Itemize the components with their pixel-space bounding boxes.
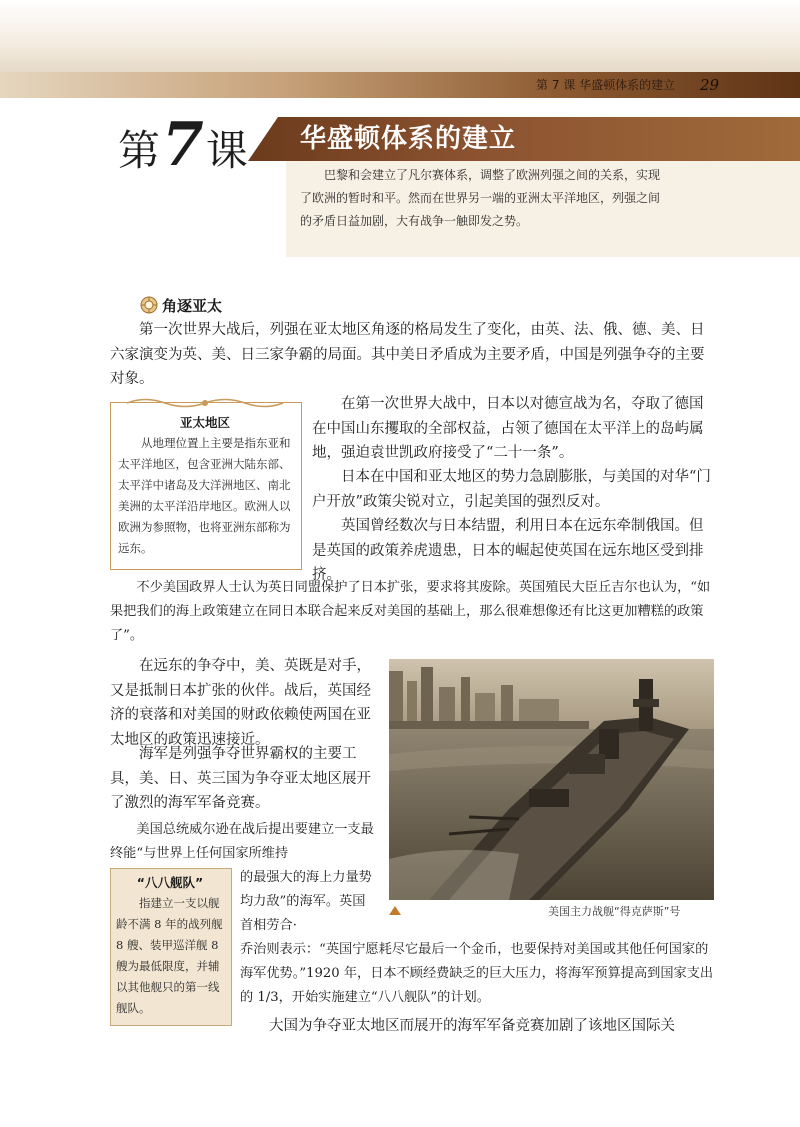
lesson-number: [118, 110, 250, 180]
page-number: 29: [700, 76, 720, 94]
paragraph-8c: [240, 938, 716, 1010]
lesson-title: 华盛顿体系的建立: [300, 124, 517, 154]
paragraph-8b: [240, 866, 376, 938]
note-box-title: “八八舰队”: [136, 875, 204, 890]
running-title: 第 7 课 华盛顿体系的建立: [536, 78, 676, 92]
paragraph-text: 不少美国政界人士认为英日同盟保护了日本扩张，要求将其废除。英国殖民大臣丘吉尔也认为，“如果把我们的海上政策建立在同日本联合起来反对美国的基础上，那么很难想像还有比这更加糟糕的政策了”。: [110, 580, 711, 643]
intro-text: 巴黎和会建立了凡尔赛体系，调整了欧洲列强之间的关系，实现了欧洲的暂时和平。然而在世界另一端的亚洲太平洋地区，列强之间的矛盾日益加剧，大有战争一触即发之势。: [300, 168, 661, 228]
header-bar: [0, 72, 800, 98]
paragraph-9: [240, 1014, 716, 1039]
paragraph-8a: [110, 818, 376, 866]
paragraph-3: [312, 465, 716, 514]
paragraph-text: 海军是列强争夺世界霸权的主要工具，美、日、英三国为争夺亚太地区展开了激烈的海军军备竞赛。: [110, 746, 371, 811]
caption-triangle-icon: [389, 906, 401, 915]
paragraph-text: 英国曾经数次与日本结盟，利用日本在远东牵制俄国。但是英国的政策养虎遗患，日本的崛起使英国在远东地区受到排挤。: [312, 518, 704, 583]
paragraph-text: 大国为争夺亚太地区而展开的海军军备竞赛加剧了该地区国际关: [269, 1018, 675, 1034]
photo-caption: 美国主力战舰“得克萨斯”号: [548, 905, 681, 918]
sidebar-title: 亚太地区: [179, 415, 230, 430]
paragraph-text: 乔治则表示：“英国宁愿耗尽它最后一个金币，也要保持对美国或其他任何国家的海军优势。”1920 年，日本不顾经费缺乏的巨大压力，将海军预算提高到国家支出的 1/3，开始实施建立“八八舰队”的计划。: [240, 942, 714, 1005]
note-box-text: 指建立一支以舰龄不满 8 年的战列舰 8 艘、装甲巡洋舰 8 艘为最低限度，并辅以其他舰只的第一线舰队。: [116, 896, 223, 1015]
paragraph-2: [312, 392, 716, 466]
section-heading: 角逐亚太: [162, 297, 223, 315]
ornament-badge-icon: [140, 296, 158, 314]
paragraph-7: [110, 742, 376, 816]
scroll-ornament-icon: [125, 396, 285, 410]
battleship-photo: [389, 659, 714, 900]
lesson-number-digit: 7: [162, 110, 206, 180]
paragraph-1: [110, 318, 716, 392]
paragraph-text: 美国总统威尔逊在战后提出要建立一支最终能“与世界上任何国家所维持: [110, 822, 374, 861]
paragraph-5: [110, 576, 716, 648]
paragraph-text: 第一次世界大战后，列强在亚太地区角逐的格局发生了变化，由英、法、俄、德、美、日六家演变为英、美、日三家争霸的局面。其中美日矛盾成为主要矛盾，中国是列强争夺的主要对象。: [110, 322, 705, 387]
paragraph-text: 日本在中国和亚太地区的势力急剧膨胀，与美国的对华“门户开放”政策尖锐对立，引起美国的强烈反对。: [312, 469, 711, 510]
lesson-number-prefix: 第: [118, 126, 163, 175]
paragraph-text: 在远东的争夺中，美、英既是对手，又是抵制日本扩张的伙伴。战后，英国经济的衰落和对美国的财政依赖使两国在亚太地区的政策迅速接近。: [110, 658, 371, 748]
paragraph-text: 在第一次世界大战中，日本以对德宣战为名，夺取了德国在中国山东攫取的全部权益，占领了德国在太平洋上的岛屿属地，强迫袁世凯政府接受了“二十一条”。: [312, 396, 704, 461]
sidebar-text: 从地理位置上主要是指东亚和太平洋地区，包含亚洲大陆东部、太平洋中诸岛及大洋洲地区、南北美洲的太平洋沿岸地区。欧洲人以欧洲为参照物，也将亚洲东部称为远东。: [118, 436, 291, 555]
battleship-image: [389, 659, 714, 900]
paragraph-6: [110, 654, 376, 752]
lesson-number-suffix: 课: [205, 126, 250, 175]
paragraph-text: 的最强大的海上力量势均力敌”的海军。英国首相劳合·: [240, 870, 372, 933]
